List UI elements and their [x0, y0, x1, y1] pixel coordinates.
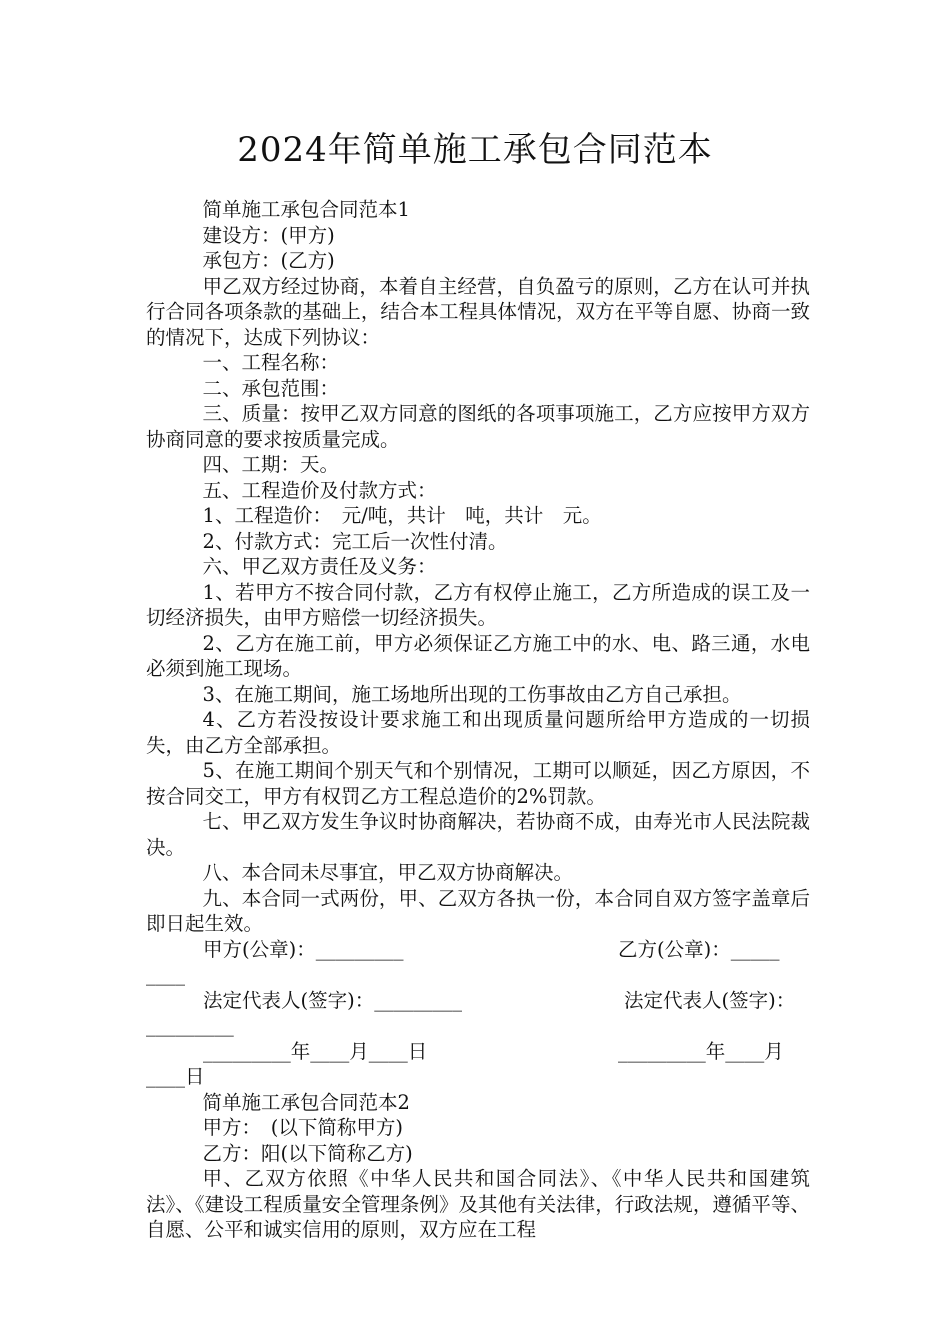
document-body	[146, 197, 810, 1243]
party-a-seal: 甲方(公章)：_________	[203, 937, 404, 961]
party-a-representative: 法定代表人(签字)：_________	[203, 988, 462, 1012]
date-line	[146, 1039, 810, 1065]
paragraph: 1、若甲方不按合同付款，乙方有权停止施工，乙方所造成的误工及一切经济损失，由甲方赔偿一切经济损失。	[146, 580, 810, 629]
paragraph: 4、乙方若没按设计要求施工和出现质量问题所给甲方造成的一切损失，由乙方全部承担。	[146, 708, 810, 757]
party-b-seal-continuation: ____	[146, 963, 185, 986]
paragraph: 5、在施工期间个别天气和个别情况，工期可以顺延，因乙方原因，不按合同交工，甲方有权罚乙方工程总造价的2%罚款。	[146, 759, 810, 808]
party-b-date-continuation: ____日	[146, 1065, 205, 1088]
paragraph: 六、甲乙双方责任及义务：	[202, 555, 437, 578]
paragraph: 一、工程名称：	[202, 351, 340, 374]
representative-line	[146, 988, 810, 1014]
party-b-representative: 法定代表人(签字)：	[624, 988, 796, 1012]
contract-heading-1: 简单施工承包合同范本1	[202, 198, 410, 221]
paragraph: 五、工程造价及付款方式：	[202, 478, 437, 502]
party-b-representative-continuation: _________	[146, 1014, 234, 1037]
contract-heading-2: 简单施工承包合同范本2	[202, 1090, 410, 1114]
paragraph: 三、质量：按甲乙双方同意的图纸的各项事项施工，乙方应按甲方双方协商同意的要求按质量完成。	[146, 402, 810, 451]
paragraph: 甲方： (以下简称甲方)	[202, 1116, 404, 1139]
paragraph: 乙方：阳(以下简称乙方)	[202, 1141, 413, 1165]
paragraph: 2、乙方在施工前，甲方必须保证乙方施工中的水、电、路三通，水电必须到施工现场。	[146, 631, 810, 680]
paragraph: 承包方：(乙方)	[202, 249, 335, 272]
paragraph: 四、工期：天。	[202, 453, 340, 476]
paragraph: 七、甲乙双方发生争议时协商解决，若协商不成，由寿光市人民法院裁决。	[146, 810, 810, 859]
party-b-seal: 乙方(公章)：_____	[618, 937, 780, 961]
party-b-date: _________年____月	[618, 1039, 784, 1063]
paragraph: 3、在施工期间，施工场地所出现的工伤事故由乙方自己承担。	[202, 682, 742, 706]
paragraph: 二、承包范围：	[202, 376, 340, 400]
document-title: 2024年简单施工承包合同范本	[237, 130, 713, 170]
paragraph: 九、本合同一式两份，甲、乙双方各执一份，本合同自双方签字盖章后即日起生效。	[146, 886, 810, 935]
paragraph: 2、付款方式：完工后一次性付清。	[202, 529, 508, 553]
party-a-date: _________年____月____日	[203, 1039, 428, 1063]
seal-line	[146, 937, 810, 963]
paragraph: 八、本合同未尽事宜，甲乙双方协商解决。	[202, 861, 574, 884]
paragraph: 建设方：(甲方)	[202, 223, 335, 247]
paragraph: 甲、乙双方依照《中华人民共和国合同法》、《中华人民共和国建筑法》、《建设工程质量安全管理条例》及其他有关法律，行政法规，遵循平等、自愿、公平和诚实信用的原则，双方应在工程	[146, 1167, 810, 1241]
paragraph: 1、工程造价： 元/吨，共计 吨，共计 元。	[202, 504, 602, 527]
paragraph: 甲乙双方经过协商，本着自主经营，自负盈亏的原则，乙方在认可并执行合同各项条款的基础上，结合本工程具体情况，双方在平等自愿、协商一致的情况下，达成下列协议：	[146, 274, 810, 349]
